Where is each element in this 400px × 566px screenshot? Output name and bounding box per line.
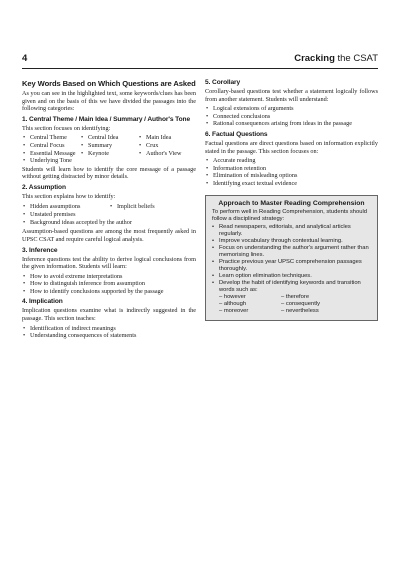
running-title-rest: the CSAT <box>334 53 378 64</box>
term-item: • Main Idea <box>138 134 196 142</box>
transition-word: – however <box>219 294 281 301</box>
term-item: • Essential Message <box>22 150 80 158</box>
list-item: • Focus on understanding the author's argument rather than memorising lines. <box>212 245 371 259</box>
main-heading: Key Words Based on Which Questions are Asked <box>22 79 196 88</box>
list-item: • Hidden assumptions <box>22 203 109 211</box>
transition-word: – moreover <box>219 308 281 315</box>
section-2-list <box>22 211 196 226</box>
term-item: • Author's View <box>138 150 196 158</box>
section-6-heading: 6. Factual Questions <box>205 130 268 138</box>
term-item: • Keynote <box>80 150 138 158</box>
list-item: • Practice previous year UPSC comprehension passages thoroughly. <box>212 259 371 273</box>
section-6-intro: Factual questions are direct questions based on information explicitly stated in the passage. This section focuses on: <box>205 139 378 155</box>
section-5-intro: Corollary-based questions test whether a statement logically follows from another statement. Students will understand: <box>205 88 378 103</box>
list-item: • Logical extensions of arguments <box>205 105 378 113</box>
list-item: • Identifying exact textual evidence <box>205 180 378 188</box>
section-1-intro: This section focuses on identifying: <box>22 124 111 132</box>
strategy-box <box>205 195 378 321</box>
term-item: • Central Focus <box>22 142 80 150</box>
section-4-list <box>22 325 196 340</box>
list-item: • Read newspapers, editorials, and analytical articles regularly. <box>212 224 371 238</box>
list-item: • Unstated premises <box>22 211 196 219</box>
left-column <box>22 79 196 342</box>
section-3-list <box>22 273 196 296</box>
list-item: • How to identify conclusions supported by the passage <box>22 288 196 296</box>
right-column <box>205 79 378 321</box>
list-item: • How to distinguish inference from assumption <box>22 280 196 288</box>
list-item: • Improve vocabulary through contextual learning. <box>212 238 371 245</box>
section-4-heading: 4. Implication <box>22 298 63 306</box>
term-item: • Summary <box>80 142 138 150</box>
section-1-terms <box>22 134 196 164</box>
section-5-list <box>205 105 378 128</box>
strategy-box-intro: To perform well in Reading Comprehension, students should follow a disciplined strategy: <box>212 208 367 222</box>
transition-word: – although <box>219 301 281 308</box>
list-item: • Connected conclusions <box>205 113 378 121</box>
list-item: • Rational consequences arising from ideas in the passage <box>205 120 378 128</box>
list-item: • Information retention <box>205 165 378 173</box>
section-3-intro: Inference questions test the ability to derive logical conclusions from the given information. Students will learn: <box>22 255 196 271</box>
list-item: • Identification of indirect meanings <box>22 325 196 333</box>
list-item: • Accurate reading <box>205 157 378 165</box>
list-item: • Implicit beliefs <box>109 203 196 211</box>
term-item: • Central Theme <box>22 134 80 142</box>
strategy-box-title: Approach to Master Reading Comprehension <box>218 199 365 207</box>
section-2-heading: 2. Assumption <box>22 183 66 191</box>
list-item: • How to avoid extreme interpretations <box>22 273 196 281</box>
term-item: • Crux <box>138 142 196 150</box>
section-4-intro: Implication questions examine what is indirectly suggested in the passage. This section teaches: <box>22 307 196 323</box>
section-2-intro: This section explains how to identify: <box>22 192 116 200</box>
term-item: • Central Idea <box>80 134 138 142</box>
list-item: • Background ideas accepted by the author <box>22 219 196 227</box>
page-number: 4 <box>22 53 28 64</box>
transition-word: – nevertheless <box>281 308 371 315</box>
running-title <box>294 53 378 64</box>
list-item: • Develop the habit of identifying keywords and transition words such as: <box>212 280 371 294</box>
list-item: • Learn option elimination techniques. <box>212 273 371 280</box>
header-rule <box>22 68 378 69</box>
transition-words <box>212 294 371 315</box>
section-3-heading: 3. Inference <box>22 246 58 254</box>
section-6-list <box>205 157 378 187</box>
section-1-note: Students will learn how to identify the core message of a passage without getting distracted by minor details. <box>22 165 196 181</box>
section-5-heading: 5. Corollary <box>205 79 241 86</box>
strategy-list <box>212 224 371 294</box>
list-item: • Elimination of misleading options <box>205 172 378 180</box>
section-2-note: Assumption-based questions are among the most frequently asked in UPSC CSAT and require careful logical analysis. <box>22 228 196 243</box>
running-title-bold: Cracking <box>294 53 335 64</box>
term-item: • Underlying Tone <box>22 157 80 165</box>
transition-word: – consequently <box>281 301 371 308</box>
section-2-terms <box>22 203 196 211</box>
intro-paragraph: As you can see in the highlighted text, some keywords/clues has been given and on the basis of this we have divided the passages into the following categories: <box>22 90 196 113</box>
list-item: • Understanding consequences of statements <box>22 332 196 340</box>
transition-word: – therefore <box>281 294 371 301</box>
section-1-heading: 1. Central Theme / Main Idea / Summary / Author's Tone <box>22 115 191 123</box>
